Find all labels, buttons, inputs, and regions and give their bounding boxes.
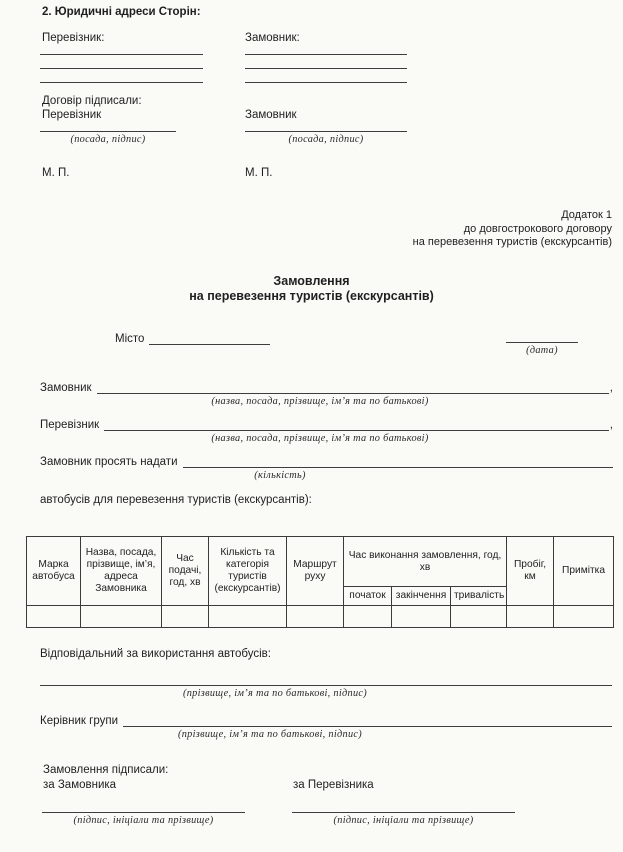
- position-signature-caption: (посада, підпис): [70, 134, 146, 145]
- signature-caption: (підпис, ініціали та прізвище): [73, 815, 214, 826]
- blank-line: [245, 55, 407, 69]
- table-empty-row: [27, 606, 614, 628]
- for-customer-label: за Замовника: [43, 779, 117, 791]
- date-caption: (дата): [526, 345, 558, 356]
- order-table: [26, 536, 614, 628]
- quantity-fill-line: [183, 453, 614, 468]
- order-customer-label: Замовник: [40, 382, 92, 394]
- city-fill-line: [149, 330, 270, 345]
- customer-address-blank-lines: [245, 41, 407, 83]
- group-leader-fill-line: [123, 712, 612, 727]
- table-empty-cell: [287, 606, 344, 628]
- order-title-line-1: Замовлення: [273, 274, 350, 288]
- legal-addresses-heading: 2. Юридичні адреси Сторін:: [42, 6, 201, 18]
- customer-sign-label: Замовник: [245, 109, 297, 121]
- order-signed-heading: Замовлення підписали:: [43, 764, 169, 776]
- col-header-mileage: Пробіг, км: [507, 537, 554, 606]
- carrier-address-blank-lines: [40, 41, 203, 83]
- signature-line: [42, 799, 245, 813]
- carrier-row: [40, 416, 613, 444]
- customer-label: Замовник:: [245, 32, 300, 44]
- group-leader-row: [40, 712, 612, 740]
- responsible-label: Відповідальний за використання автобусів:: [40, 648, 271, 660]
- signature-line: [292, 799, 515, 813]
- customer-name-caption: (назва, посада, прізвище, ім’я та по батькові): [211, 396, 429, 407]
- quantity-caption: (кількість): [254, 470, 306, 481]
- carrier-signature-block: [40, 118, 176, 145]
- order-carrier-label: Перевізник: [40, 419, 100, 431]
- seal-mark-right: М. П.: [245, 167, 273, 179]
- customer-signature-block: [245, 118, 407, 145]
- customer-final-signature-block: [42, 799, 245, 826]
- subcol-header-start: початок: [344, 587, 392, 606]
- appendix-line-3: на перевезення туристів (екскурсантів): [412, 236, 612, 248]
- date-fill-line: [506, 329, 578, 343]
- contract-signed-heading: Договір підписали:: [42, 95, 142, 107]
- appendix-line-2: до довгострокового договору: [463, 222, 612, 235]
- city-row: [115, 330, 270, 345]
- position-signature-caption: (посада, підпис): [288, 134, 364, 145]
- customer-fill-line: [97, 379, 609, 394]
- signature-line: [40, 118, 176, 132]
- for-carrier-label: за Перевізника: [293, 779, 374, 791]
- carrier-label: Перевізник:: [42, 32, 105, 44]
- blank-line: [40, 69, 203, 83]
- blank-line: [245, 69, 407, 83]
- buses-sentence: автобусів для перевезення туристів (екскурсантів):: [40, 494, 312, 506]
- col-header-note: Примітка: [554, 537, 614, 606]
- col-header-bus-make: Марка автобуса: [27, 537, 81, 606]
- carrier-fill-line: [104, 416, 609, 431]
- signature-caption: (підпис, ініціали та прізвище): [333, 815, 474, 826]
- col-header-dispatch-time: Час подачі, год, хв: [162, 537, 209, 606]
- responsible-caption: (прізвище, ім’я та по батькові, підпис): [182, 688, 368, 699]
- signature-line: [245, 118, 407, 132]
- table-empty-cell: [392, 606, 451, 628]
- carrier-sign-label: Перевізник: [42, 109, 102, 121]
- trailing-comma: ,: [609, 382, 613, 394]
- carrier-final-signature-block: [292, 799, 515, 826]
- order-title: [0, 274, 623, 304]
- appendix-line-1: Додаток 1: [561, 209, 612, 221]
- customer-row: [40, 379, 613, 407]
- table-empty-cell: [451, 606, 507, 628]
- col-header-tourist-count: Кількість та категорія туристів (екскурсантів): [209, 537, 287, 606]
- order-title-line-2: на перевезення туристів (екскурсантів): [189, 289, 434, 303]
- responsible-fill-line: [40, 672, 612, 686]
- group-leader-caption: (прізвище, ім’я та по батькові, підпис): [177, 729, 363, 740]
- appendix-note: [413, 209, 612, 250]
- table-empty-cell: [344, 606, 392, 628]
- table-empty-cell: [162, 606, 209, 628]
- table-empty-cell: [554, 606, 614, 628]
- col-header-execution-time-group: Час виконання замовлення, год, хв: [344, 537, 507, 587]
- request-label: Замовник просять надати: [40, 456, 178, 468]
- table-empty-cell: [27, 606, 81, 628]
- request-row: [40, 453, 613, 481]
- blank-line: [40, 55, 203, 69]
- col-header-customer-name: Назва, посада, прізвище, ім’я, адреса Замовника: [81, 537, 162, 606]
- trailing-comma: ,: [609, 419, 613, 431]
- city-label: Місто: [115, 333, 145, 345]
- responsible-signature-block: [40, 672, 612, 699]
- blank-line: [245, 41, 407, 55]
- group-leader-label: Керівник групи: [40, 715, 119, 727]
- table-empty-cell: [507, 606, 554, 628]
- carrier-name-caption: (назва, посада, прізвище, ім’я та по батькові): [211, 433, 429, 444]
- subcol-header-end: закінчення: [392, 587, 451, 606]
- table-empty-cell: [209, 606, 287, 628]
- table-empty-cell: [81, 606, 162, 628]
- col-header-route: Маршрут руху: [287, 537, 344, 606]
- date-block: [506, 329, 578, 356]
- subcol-header-duration: тривалість: [451, 587, 507, 606]
- seal-mark-left: М. П.: [42, 167, 70, 179]
- blank-line: [40, 41, 203, 55]
